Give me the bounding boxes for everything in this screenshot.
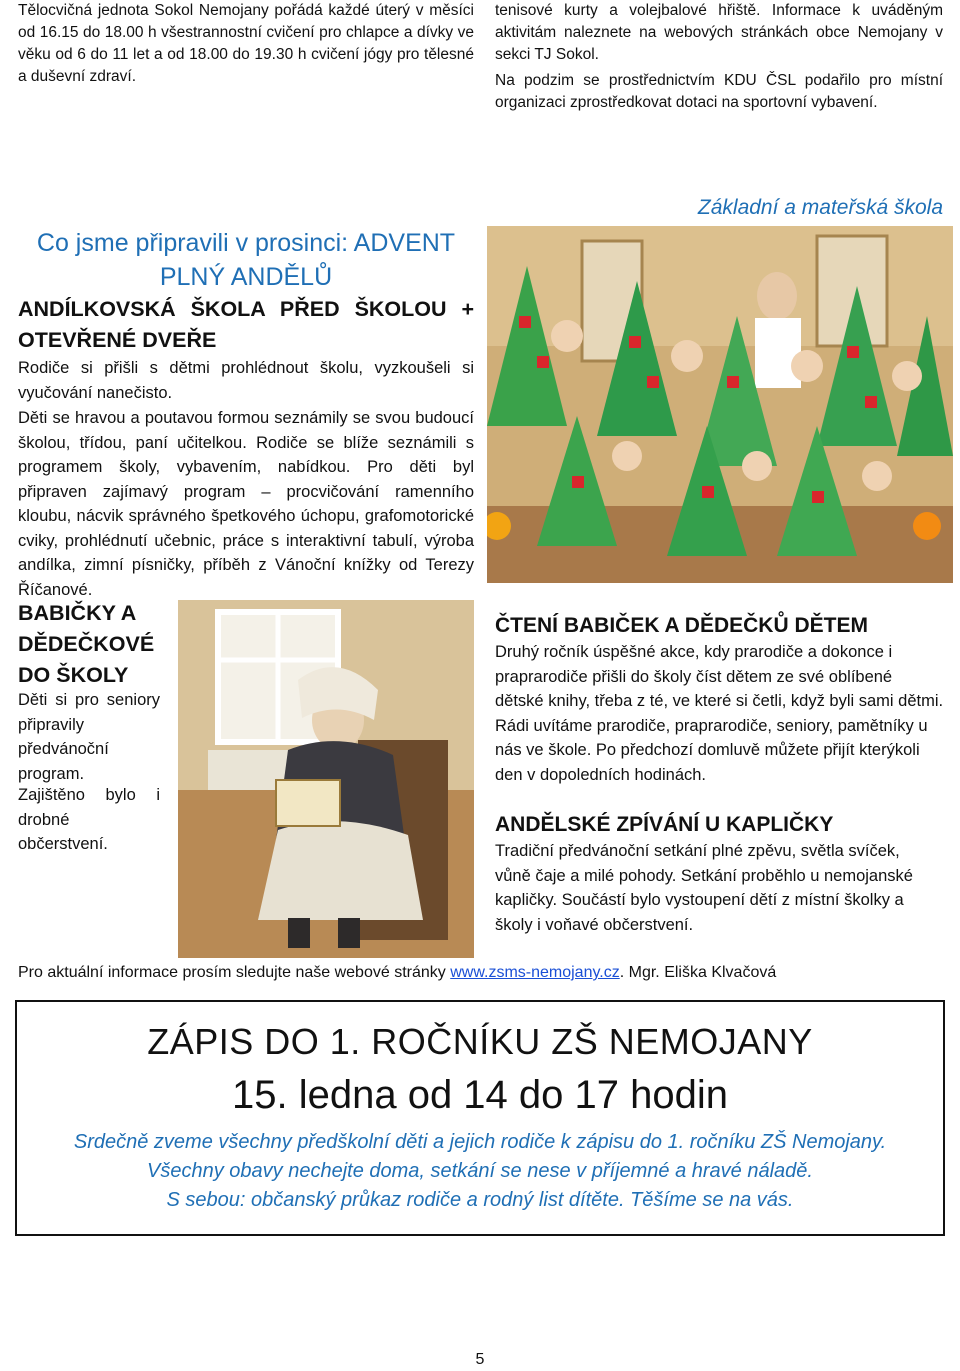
babicky-paragraph-1: Děti si pro seniory připravily předvánoční program.: [18, 691, 160, 783]
enrollment-invitation: Srdečně zveme všechny předškolní děti a jejich rodiče k zápisu do 1. ročníku ZŠ Nemojany. Všechny obavy nechejte doma, setkání se nese v příjemné a hravé náladě.: [73, 1131, 887, 1182]
subsidy-paragraph: Na podzim se prostřednictvím KDU ČSL podařilo pro místní organizaci zprostředkovat dotaci na sportovní vybavení.: [495, 72, 943, 111]
footer-info-line: [18, 962, 948, 984]
school-website-link[interactable]: www.zsms-nemojany.cz: [450, 964, 620, 981]
andelske-title: ANDĚLSKÉ ZPÍVÁNÍ U KAPLIČKY: [495, 813, 834, 836]
page-number: 5: [475, 1351, 485, 1368]
advent-title: Co jsme připravili v prosinci: ADVENT PLNÝ ANDĚLŮ: [36, 229, 456, 291]
children-christmas-trees-photo: [487, 226, 953, 583]
babicky-paragraph-2: Zajištěno bylo i drobné občerstvení.: [18, 786, 160, 853]
enrollment-title: ZÁPIS DO 1. ROČNÍKU ZŠ NEMOJANY: [147, 1021, 813, 1062]
sports-facilities-paragraph: tenisové kurty a volejbalové hřiště. Informace k uváděným aktivitám naleznete na webových stránkách obce Nemojany v sekci TJ Sokol.: [495, 2, 943, 63]
enrollment-box: [15, 1000, 945, 1236]
footer-info-suffix: . Mgr. Eliška Klvačová: [619, 964, 777, 981]
grandma-reading-photo: [178, 600, 474, 958]
grandma-reading-illustration: [178, 600, 474, 958]
school-section-header: Základní a mateřská škola: [697, 196, 943, 219]
enrollment-requirements: S sebou: občanský průkaz rodiče a rodný list dítěte. Těšíme se na vás.: [166, 1189, 794, 1211]
cteni-title: ČTENÍ BABIČEK A DĚDEČKŮ DĚTEM: [495, 614, 868, 637]
children-trees-illustration: [487, 226, 953, 583]
andilkovska-skola-heading: ANDÍLKOVSKÁ ŠKOLA PŘED ŠKOLOU + OTEVŘENÉ DVEŘE: [18, 297, 474, 352]
advent-paragraph-2: Děti se hravou a poutavou formou seznámily se svou budoucí školou, třídou, paní učitelkou. Rodiče se blíže seznámili s programem školy, vybavením, nabídkou. Pro děti byl připraven zajímavý program – procvičování ramenního kloubu, nácvik správného špetkového úchopu, grafomotorické cviky, prohlédnutí učebnic, práce s interaktivní tabulí, výroba andílka, zimní písničky, příběh z Vánoční knížky od Terezy Říčanové.: [18, 409, 474, 599]
advent-paragraph-1: Rodiče si přišli s dětmi prohlédnout školu, vyzkoušeli si vyučování nanečisto.: [18, 359, 474, 402]
footer-info-text: Pro aktuální informace prosím sledujte naše webové stránky: [18, 964, 451, 981]
andelske-paragraph: Tradiční předvánoční setkání plné zpěvu, světla svíček, vůně čaje a milé pohody. Setkání proběhlo u nemojanské kapličky. Součástí bylo vystoupení dětí z místní školky a školy i voňavé občerstvení.: [495, 842, 913, 934]
babicky-title: BABIČKY A DĚDEČKOVÉ DO ŠKOLY: [18, 601, 155, 687]
cteni-paragraph: Druhý ročník úspěšné akce, kdy prarodiče a dokonce i praprarodiče přišli do školy číst dětem ze své oblíbené dětské knihy, třeba z té, ve které si četli, když byli sami dětmi. Rádi uvítáme prarodiče, praprarodiče, seniory, pamětníky u nás ve škole. Po předchozí domluvě můžete přijít kterýkoli den v dopoledních hodinách.: [495, 643, 944, 784]
enrollment-date: 15. ledna od 14 do 17 hodin: [232, 1073, 728, 1117]
sokol-info-paragraph: Tělocvičná jednota Sokol Nemojany pořádá každé úterý v měsíci od 16.15 do 18.00 h všestrannostní cvičení pro chlapce a dívky ve věku od 6 do 11 let a od 18.00 do 19.30 h cvičení jógy pro tělesné a duševní zdraví.: [18, 2, 474, 85]
